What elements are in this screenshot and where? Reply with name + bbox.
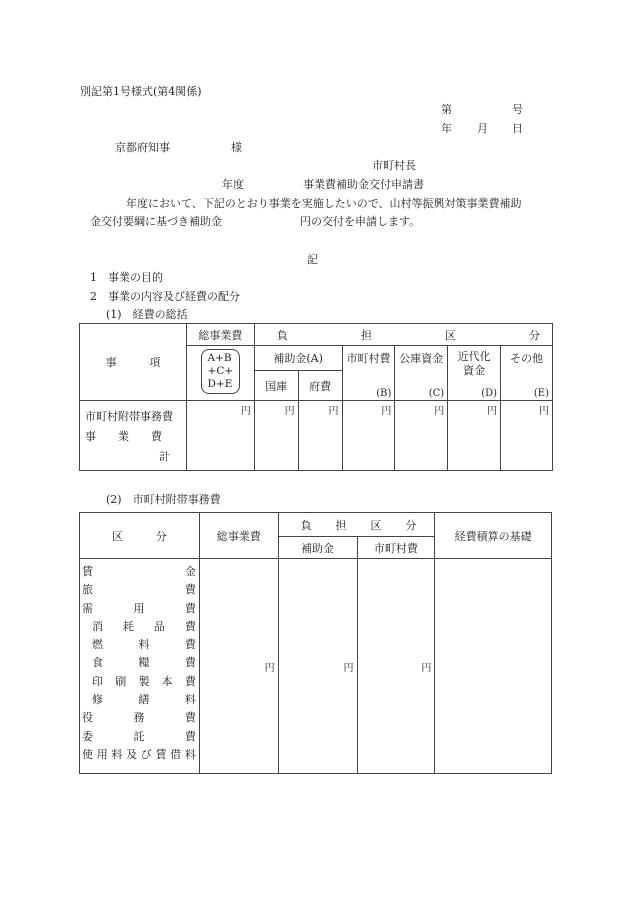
burden-char-4: 分 (528, 328, 540, 342)
section-2: 2 事業の内容及び経費の配分 (90, 290, 240, 303)
admin-expense-table (79, 512, 552, 774)
body-line-2b: 円の交付を申請します。 (300, 215, 421, 228)
subsidy-header-2: 補助金 (278, 537, 357, 559)
yen-unit: 円 (298, 401, 342, 471)
expense-summary-table (79, 323, 553, 471)
burden2-char-1: 負 (300, 518, 312, 532)
national-header: 国庫 (254, 371, 298, 401)
yen-unit: 円 (342, 401, 395, 471)
applicant: 市町村長 (372, 159, 416, 172)
modernization-code: (D) (481, 388, 498, 399)
row-municipal-admin: 市町村附帯事務費 (85, 410, 173, 423)
public-fund-label: 公庫資金 (399, 352, 444, 365)
municipal-code: (B) (376, 388, 392, 399)
title-year: 年度 (222, 178, 244, 191)
division-header: 区 分 (80, 513, 200, 559)
item-label: 旅 費 (82, 583, 196, 597)
item-label: 消 耗 品 費 (92, 619, 196, 633)
formula-line-1: A+B (207, 352, 232, 364)
yen-unit: 円 (186, 401, 254, 471)
item-fuel (82, 636, 196, 654)
ki-heading: 記 (307, 253, 318, 266)
prefecture-header: 府費 (298, 371, 342, 401)
form-header: 別記第1号様式(第4関係) (80, 85, 202, 98)
item-rows (80, 401, 187, 471)
yen-unit: 円 (357, 559, 435, 774)
item-label: 需 用 費 (82, 601, 196, 615)
burden-header (254, 324, 552, 346)
item-label: 委 託 費 (82, 729, 196, 743)
municipal-header (342, 346, 395, 401)
date-year: 年 (441, 122, 452, 135)
item-rent (82, 746, 196, 764)
row-project-cost: 事 業 費 (85, 430, 162, 443)
modernization-label-2: 資金 (463, 364, 486, 377)
burden2-char-3: 区 (370, 518, 382, 532)
number-dai: 第 (441, 103, 452, 116)
subsidy-header: 補助金(A) (254, 346, 342, 371)
yen-unit: 円 (448, 401, 501, 471)
row-total: 計 (158, 450, 170, 463)
modernization-header (448, 346, 501, 401)
yen-unit: 円 (501, 401, 553, 471)
item-demand (82, 600, 196, 618)
item-commission (82, 728, 196, 746)
municipal-label: 市町村費 (346, 352, 391, 365)
basis-header: 経費積算の基礎 (435, 513, 552, 559)
formula-brace (201, 349, 241, 394)
subsection-1: (1) 経費の総括 (106, 308, 188, 321)
other-header (501, 346, 553, 401)
date-day: 日 (512, 122, 523, 135)
other-code: (E) (533, 388, 549, 399)
yen-unit: 円 (278, 559, 357, 774)
formula-line-3: D+E (207, 378, 233, 390)
subsection-2: (2) 市町村附帯事務費 (106, 493, 221, 506)
page-title: 事業費補助金交付申請書 (303, 178, 424, 191)
item-label: 賃 金 (82, 565, 196, 578)
total-header: 総事業費 (186, 324, 254, 346)
yen-unit: 円 (199, 559, 278, 774)
date-month: 月 (477, 122, 488, 135)
burden-char-1: 負 (276, 328, 288, 342)
item-repair (82, 691, 196, 709)
item-food (82, 654, 196, 672)
basis-cell (435, 559, 552, 774)
item-label: 印 刷 製 本 費 (92, 674, 196, 688)
public-fund-code: (C) (428, 388, 445, 399)
modernization-label-1: 近代化 (457, 350, 491, 363)
yen-unit: 円 (395, 401, 448, 471)
burden-char-2: 担 (360, 328, 372, 342)
number-go: 号 (512, 103, 523, 116)
body-line-1: 年度において、下記のとおり事業を実施したいので、山村等振興対策事業費補助 (126, 197, 522, 210)
formula-cell (186, 346, 254, 401)
item-services (82, 709, 196, 727)
section-1: 1 事業の目的 (90, 271, 163, 284)
item-label: 使 用 料 及 び 賃 借 料 (82, 747, 196, 761)
item-label: 燃 料 費 (92, 638, 196, 652)
municipal-header-2: 市町村費 (357, 537, 435, 559)
burden2-char-2: 担 (335, 518, 347, 532)
public-fund-header (395, 346, 448, 401)
item-label: 役 務 費 (82, 711, 196, 725)
total-cost-header: 総事業費 (199, 513, 278, 559)
burden-char-3: 区 (444, 328, 456, 342)
item-printing (82, 673, 196, 691)
item-header: 事 項 (80, 324, 187, 401)
item-label: 修 繕 料 (92, 693, 196, 707)
addressee-name: 京都府知事 (115, 141, 170, 154)
burden-header-2 (278, 513, 435, 537)
item-travel (82, 581, 196, 599)
item-wages (82, 563, 196, 581)
yen-unit: 円 (254, 401, 298, 471)
expense-items (80, 559, 200, 774)
item-label: 食 糧 費 (92, 656, 196, 670)
body-line-2a: 金交付要綱に基づき補助金 (90, 215, 222, 228)
addressee-honorific: 様 (231, 141, 242, 154)
other-label: その他 (510, 352, 544, 365)
formula-line-2: +C+ (207, 365, 234, 377)
item-consumables (82, 618, 196, 636)
burden2-char-4: 分 (405, 518, 417, 532)
